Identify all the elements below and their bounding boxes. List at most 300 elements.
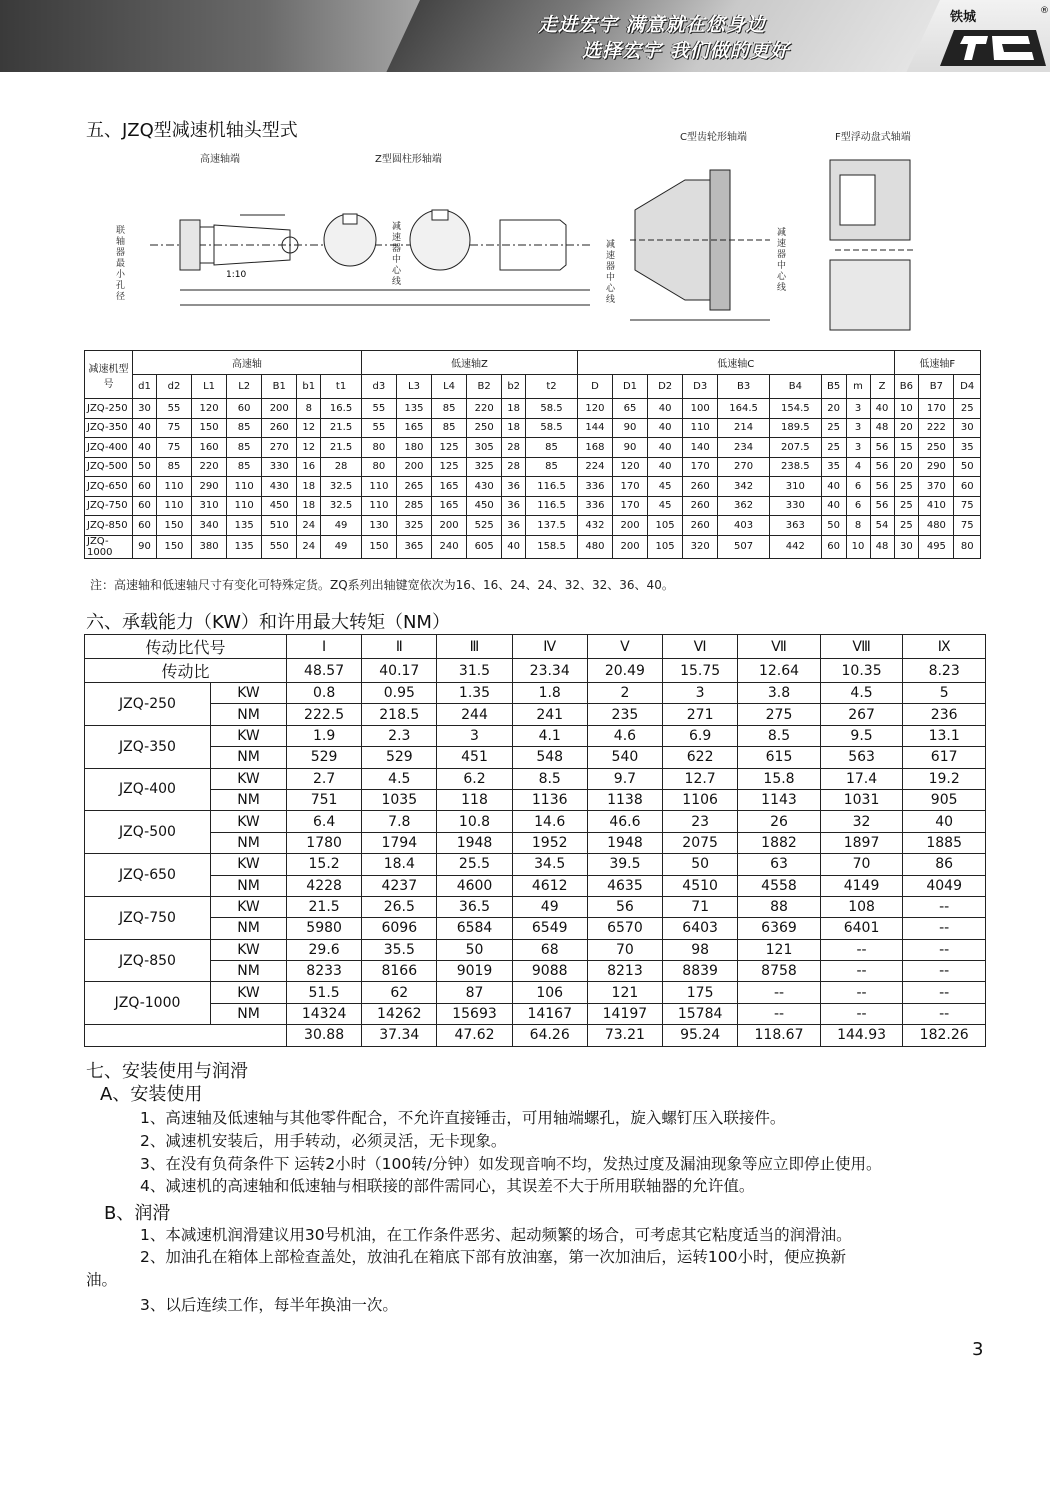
nm-cell: -- [903, 1003, 986, 1024]
table-cell: 180 [396, 438, 431, 458]
table-cell: 403 [718, 516, 770, 536]
table-cell: 168 [577, 438, 612, 458]
table-cell: 164.5 [718, 399, 770, 419]
nm-cell: 244 [437, 704, 512, 725]
nm-cell: 4049 [903, 875, 986, 896]
header-banner [0, 0, 1050, 72]
table-cell: 3 [846, 399, 870, 419]
nm-cell: 4600 [437, 875, 512, 896]
kw-cell: 63 [738, 854, 821, 875]
table-cell: 50 [821, 516, 846, 536]
last-row-cell: 182.26 [903, 1025, 986, 1046]
kw-row [85, 982, 986, 1003]
group-low-speed-f: 低速轴F [894, 351, 981, 375]
nm-label: NM [211, 704, 287, 725]
table-cell: 260 [683, 516, 718, 536]
caption-reducer-center-1: 减速器中心线 [392, 222, 402, 287]
table-cell: 75 [156, 418, 191, 438]
kw-cell: 15.2 [287, 854, 362, 875]
kw-cell: 2.3 [362, 725, 437, 746]
nm-cell: 5980 [287, 918, 362, 939]
table-cell: 270 [718, 457, 770, 477]
kw-cell: 8.5 [512, 768, 587, 789]
table-cell: 40 [133, 438, 157, 458]
table-row [85, 496, 981, 516]
table-cell: 120 [612, 457, 647, 477]
nm-cell: -- [820, 961, 903, 982]
table-cell: 260 [683, 477, 718, 497]
kw-cell: 49 [512, 896, 587, 917]
nm-cell: 8233 [287, 961, 362, 982]
kw-label: KW [211, 811, 287, 832]
table-cell: 21.5 [321, 438, 362, 458]
col-header: B4 [769, 375, 821, 399]
registered-mark: ® [1040, 6, 1049, 16]
table-cell: 125 [432, 438, 467, 458]
table-cell: 430 [262, 477, 297, 497]
kw-label: KW [211, 896, 287, 917]
kw-cell: 62 [362, 982, 437, 1003]
table-cell: 25 [894, 496, 919, 516]
kw-row [85, 683, 986, 704]
table-cell: 200 [612, 516, 647, 536]
table-cell: 116.5 [526, 496, 578, 516]
table-cell: 125 [432, 457, 467, 477]
table-cell: 110 [683, 418, 718, 438]
nm-cell: 275 [738, 704, 821, 725]
kw-cell: 46.6 [587, 811, 662, 832]
table-cell: 363 [769, 516, 821, 536]
table-cell: 165 [396, 418, 431, 438]
ratio-code-cell: Ⅲ [437, 635, 512, 659]
ratio-cell: 48.57 [287, 659, 362, 683]
kw-row [85, 725, 986, 746]
model-cell: JZQ-850 [85, 516, 133, 536]
col-header: D3 [683, 375, 718, 399]
table-cell: 40 [870, 399, 894, 419]
nm-cell: 6549 [512, 918, 587, 939]
ratio-label: 传动比 [85, 659, 287, 683]
table-cell: 330 [262, 457, 297, 477]
nm-cell: 451 [437, 747, 512, 768]
col-header: d1 [133, 375, 157, 399]
table-cell: 8 [846, 516, 870, 536]
kw-row [85, 896, 986, 917]
nm-cell: 9088 [512, 961, 587, 982]
table-cell: 32.5 [321, 496, 362, 516]
nm-cell: 6403 [663, 918, 738, 939]
table-cell: 36 [502, 496, 526, 516]
kw-cell: 0.8 [287, 683, 362, 704]
table-cell: 32.5 [321, 477, 362, 497]
caption-high-speed: 高速轴端 [200, 154, 240, 165]
col-header: m [846, 375, 870, 399]
table-cell: 450 [467, 496, 502, 516]
table-cell: 60 [133, 516, 157, 536]
nm-cell: 4228 [287, 875, 362, 896]
table-cell: 28 [502, 438, 526, 458]
kw-cell: -- [820, 982, 903, 1003]
table-cell: 58.5 [526, 418, 578, 438]
nm-cell: 6401 [820, 918, 903, 939]
nm-row [85, 789, 986, 810]
nm-cell: 14324 [287, 1003, 362, 1024]
table-cell: 85 [156, 457, 191, 477]
nm-cell: 15784 [663, 1003, 738, 1024]
kw-cell: -- [738, 982, 821, 1003]
nm-cell: 8166 [362, 961, 437, 982]
kw-cell: 2.7 [287, 768, 362, 789]
capacity-table [84, 634, 986, 1047]
last-row-blank [85, 1025, 287, 1046]
nm-cell: 4558 [738, 875, 821, 896]
kw-cell: 121 [738, 939, 821, 960]
table-cell: 16 [297, 457, 321, 477]
kw-cell: 50 [663, 854, 738, 875]
nm-label: NM [211, 1003, 287, 1024]
page-number: 3 [972, 1339, 984, 1360]
model-cell: JZQ-350 [85, 418, 133, 438]
kw-cell: 29.6 [287, 939, 362, 960]
table-cell: 75 [156, 438, 191, 458]
kw-row [85, 768, 986, 789]
table-cell: 18 [502, 418, 526, 438]
model-cell: JZQ-1000 [85, 535, 133, 558]
shaft-table-corner: 减速机型号 [85, 351, 133, 399]
kw-cell: 70 [587, 939, 662, 960]
kw-cell: 6.4 [287, 811, 362, 832]
col-header: d3 [361, 375, 396, 399]
table-cell: 40 [648, 418, 683, 438]
group-high-speed: 高速轴 [133, 351, 362, 375]
table-cell: 75 [954, 496, 981, 516]
table-cell: 200 [432, 516, 467, 536]
table-cell: 48 [870, 535, 894, 558]
nm-row [85, 918, 986, 939]
kw-cell: 2 [587, 683, 662, 704]
table-cell: 170 [919, 399, 954, 419]
table-cell: 20 [894, 457, 919, 477]
model-cell: JZQ-400 [85, 438, 133, 458]
table-cell: 200 [612, 535, 647, 558]
table-row [85, 418, 981, 438]
table-cell: 28 [502, 457, 526, 477]
ratio-cell: 12.64 [738, 659, 821, 683]
table-cell: 40 [502, 535, 526, 558]
table-cell: 285 [396, 496, 431, 516]
nm-cell: 8839 [663, 961, 738, 982]
col-header: b1 [297, 375, 321, 399]
col-header: d2 [156, 375, 191, 399]
slogan-line-2: 选择宏宇 我们做的更好 [582, 40, 790, 62]
table-cell: 36 [502, 477, 526, 497]
kw-row [85, 939, 986, 960]
table-cell: 90 [612, 438, 647, 458]
table-cell: 207.5 [769, 438, 821, 458]
nm-cell: 751 [287, 789, 362, 810]
f-type-disc-drawing [780, 150, 920, 340]
kw-cell: 4.5 [362, 768, 437, 789]
last-row-cell: 118.67 [738, 1025, 821, 1046]
table-cell: 6 [846, 477, 870, 497]
col-header: L1 [192, 375, 227, 399]
nm-cell: 1794 [362, 832, 437, 853]
table-cell: 290 [192, 477, 227, 497]
table-cell: 85 [432, 399, 467, 419]
taper-label: 1:10 [226, 270, 247, 280]
nm-cell: 15693 [437, 1003, 512, 1024]
model-cell: JZQ-250 [85, 399, 133, 419]
table-cell: 410 [919, 496, 954, 516]
table-cell: 336 [577, 496, 612, 516]
col-header: L2 [227, 375, 262, 399]
kw-cell: 4.5 [820, 683, 903, 704]
table-cell: 85 [227, 438, 262, 458]
kw-cell: 3 [663, 683, 738, 704]
nm-cell: 529 [287, 747, 362, 768]
col-header: B5 [821, 375, 846, 399]
table-cell: 450 [262, 496, 297, 516]
table-cell: 60 [227, 399, 262, 419]
table-cell: 116.5 [526, 477, 578, 497]
kw-cell: 21.5 [287, 896, 362, 917]
table-cell: 20 [821, 399, 846, 419]
ratio-cell: 31.5 [437, 659, 512, 683]
nm-label: NM [211, 875, 287, 896]
table-cell: 30 [954, 418, 981, 438]
table-cell: 605 [467, 535, 502, 558]
last-row-cell: 47.62 [437, 1025, 512, 1046]
caption-reducer-center-3: 减速器中心线 [777, 228, 787, 293]
kw-cell: 0.95 [362, 683, 437, 704]
kw-cell: 106 [512, 982, 587, 1003]
table-cell: 137.5 [526, 516, 578, 536]
kw-label: KW [211, 683, 287, 704]
a-item-1: 1、高速轴及低速轴与其他零件配合，不允许直接锤击，可用轴端螺孔，旋入螺钉压入联接件。 [140, 1109, 786, 1127]
section5-title: 五、JZQ型减速机轴头型式 [86, 120, 298, 141]
nm-label: NM [211, 832, 287, 853]
shaft-table-note: 注：高速轴和低速轴尺寸有变化可特殊定货。ZQ系列出轴键宽依次为16、16、24、24、32、32、36、40。 [90, 578, 674, 592]
nm-cell: 1035 [362, 789, 437, 810]
table-cell: 56 [870, 438, 894, 458]
shaft-table-col-row [85, 375, 981, 399]
table-cell: 330 [769, 496, 821, 516]
table-row [85, 516, 981, 536]
table-cell: 365 [396, 535, 431, 558]
table-cell: 49 [321, 516, 362, 536]
nm-label: NM [211, 918, 287, 939]
table-row [85, 457, 981, 477]
kw-cell: 1.35 [437, 683, 512, 704]
subsection-b-title: B、润滑 [104, 1203, 171, 1224]
kw-cell: 86 [903, 854, 986, 875]
kw-row [85, 854, 986, 875]
nm-label: NM [211, 789, 287, 810]
table-cell: 48 [870, 418, 894, 438]
table-cell: 150 [156, 516, 191, 536]
caption-reducer-center-2: 减速器中心线 [606, 240, 616, 305]
table-cell: 85 [526, 438, 578, 458]
logo-name: 铁城 [950, 10, 977, 25]
nm-cell: 222.5 [287, 704, 362, 725]
nm-row [85, 961, 986, 982]
col-header: D4 [954, 375, 981, 399]
section6-title: 六、承载能力（KW）和许用最大转矩（NM） [86, 612, 450, 633]
kw-cell: 9.7 [587, 768, 662, 789]
table-cell: 100 [683, 399, 718, 419]
shaft-table-group-row [85, 351, 981, 375]
col-header: D1 [612, 375, 647, 399]
table-cell: 342 [718, 477, 770, 497]
nm-cell: 622 [663, 747, 738, 768]
model-cell: JZQ-750 [85, 496, 133, 516]
nm-cell: 9019 [437, 961, 512, 982]
shaft-dimension-table [84, 350, 981, 559]
last-row-cell: 30.88 [287, 1025, 362, 1046]
model-name-cell: JZQ-850 [85, 939, 211, 982]
nm-cell: -- [820, 1003, 903, 1024]
nm-row [85, 747, 986, 768]
col-header: Z [870, 375, 894, 399]
table-cell: 85 [432, 418, 467, 438]
shaft-end-drawing [110, 165, 600, 315]
table-cell: 60 [133, 477, 157, 497]
col-header: B2 [467, 375, 502, 399]
kw-cell: 1.9 [287, 725, 362, 746]
table-cell: 40 [821, 496, 846, 516]
nm-cell: 1948 [587, 832, 662, 853]
table-cell: 3 [846, 438, 870, 458]
nm-cell: 6096 [362, 918, 437, 939]
nm-cell: 1106 [663, 789, 738, 810]
table-cell: 60 [821, 535, 846, 558]
kw-cell: 12.7 [663, 768, 738, 789]
table-cell: 25 [894, 477, 919, 497]
nm-cell: 241 [512, 704, 587, 725]
kw-cell: 19.2 [903, 768, 986, 789]
nm-cell: 14197 [587, 1003, 662, 1024]
ratio-cell: 15.75 [663, 659, 738, 683]
nm-cell: 118 [437, 789, 512, 810]
table-cell: 24 [297, 516, 321, 536]
table-cell: 170 [612, 477, 647, 497]
kw-label: KW [211, 854, 287, 875]
ratio-code-cell: Ⅳ [512, 635, 587, 659]
slogan-line-1: 走进宏宇 满意就在您身边 [538, 14, 766, 36]
table-row [85, 535, 981, 558]
kw-cell: -- [903, 982, 986, 1003]
last-row [85, 1025, 986, 1046]
ratio-cell: 10.35 [820, 659, 903, 683]
b-item-3: 3、以后连续工作，每半年换油一次。 [140, 1296, 398, 1314]
nm-cell: 2075 [663, 832, 738, 853]
table-cell: 260 [683, 496, 718, 516]
table-cell: 160 [192, 438, 227, 458]
col-header: b2 [502, 375, 526, 399]
table-cell: 224 [577, 457, 612, 477]
table-cell: 40 [821, 477, 846, 497]
kw-cell: 7.8 [362, 811, 437, 832]
kw-cell: 108 [820, 896, 903, 917]
table-cell: 10 [894, 399, 919, 419]
table-cell: 56 [870, 477, 894, 497]
table-cell: 45 [648, 496, 683, 516]
model-name-cell: JZQ-400 [85, 768, 211, 811]
table-cell: 21.5 [321, 418, 362, 438]
table-cell: 28 [321, 457, 362, 477]
col-header: L4 [432, 375, 467, 399]
nm-cell: 1948 [437, 832, 512, 853]
table-cell: 12 [297, 418, 321, 438]
nm-cell: 4237 [362, 875, 437, 896]
caption-z-type: Z型圆柱形轴端 [375, 154, 442, 165]
table-cell: 110 [361, 477, 396, 497]
table-cell: 58.5 [526, 399, 578, 419]
ratio-cell: 23.34 [512, 659, 587, 683]
nm-cell: 4149 [820, 875, 903, 896]
table-cell: 140 [683, 438, 718, 458]
table-cell: 340 [192, 516, 227, 536]
last-row-cell: 144.93 [820, 1025, 903, 1046]
table-cell: 430 [467, 477, 502, 497]
table-cell: 36 [502, 516, 526, 536]
nm-cell: 6584 [437, 918, 512, 939]
table-cell: 290 [919, 457, 954, 477]
table-cell: 90 [612, 418, 647, 438]
table-cell: 480 [577, 535, 612, 558]
table-cell: 85 [227, 457, 262, 477]
table-cell: 65 [612, 399, 647, 419]
nm-cell: 8758 [738, 961, 821, 982]
group-low-speed-z: 低速轴Z [361, 351, 577, 375]
ratio-cell: 40.17 [362, 659, 437, 683]
table-cell: 54 [870, 516, 894, 536]
table-cell: 4 [846, 457, 870, 477]
nm-cell: 267 [820, 704, 903, 725]
table-cell: 135 [227, 516, 262, 536]
table-cell: 250 [919, 438, 954, 458]
kw-cell: 9.5 [820, 725, 903, 746]
table-cell: 85 [526, 457, 578, 477]
kw-cell: 26 [738, 811, 821, 832]
table-row [85, 438, 981, 458]
table-cell: 56 [870, 496, 894, 516]
nm-label: NM [211, 961, 287, 982]
nm-cell: 617 [903, 747, 986, 768]
table-cell: 20 [894, 418, 919, 438]
kw-cell: 51.5 [287, 982, 362, 1003]
kw-cell: 3.8 [738, 683, 821, 704]
table-cell: 480 [919, 516, 954, 536]
table-cell: 12 [297, 438, 321, 458]
table-cell: 325 [467, 457, 502, 477]
nm-cell: 615 [738, 747, 821, 768]
last-row-cell: 73.21 [587, 1025, 662, 1046]
table-cell: 110 [156, 496, 191, 516]
table-cell: 220 [467, 399, 502, 419]
nm-cell: 1882 [738, 832, 821, 853]
kw-label: KW [211, 939, 287, 960]
kw-cell: 3 [437, 725, 512, 746]
kw-cell: 8.5 [738, 725, 821, 746]
kw-label: KW [211, 982, 287, 1003]
nm-row [85, 875, 986, 896]
kw-cell: -- [903, 896, 986, 917]
model-name-cell: JZQ-650 [85, 854, 211, 897]
table-cell: 35 [821, 457, 846, 477]
nm-cell: -- [903, 918, 986, 939]
table-cell: 80 [954, 535, 981, 558]
